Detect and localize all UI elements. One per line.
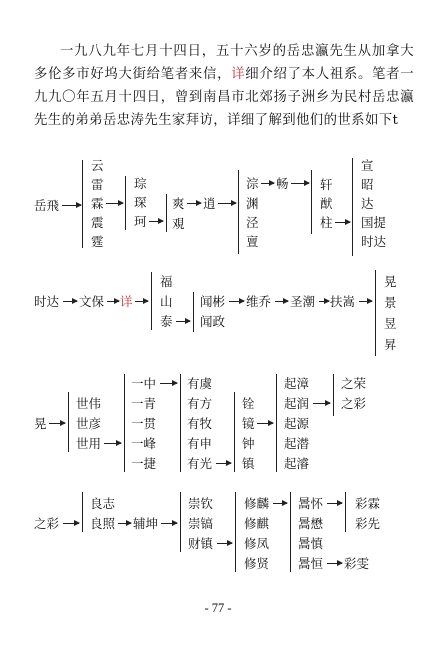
tree1-g3-a: 爽 [172,196,185,211]
arrow [275,301,288,302]
arrow [335,222,350,223]
tree4-g5-b: 彩雯 [344,556,370,571]
arrow [359,301,372,302]
bracket-line [290,492,291,572]
bracket-line [235,492,236,572]
page-number: - 77 - [204,601,232,615]
tree3-g5-2: 起润 [284,396,310,411]
tree3-g3-5: 有光 [187,456,213,471]
tree3-g6-2: 之彩 [341,396,367,411]
tree4-g3-2: 修麒 [244,516,270,531]
arrow [176,321,190,322]
bracket-line [68,392,69,452]
arrow [273,503,287,504]
tree2-g1-3: 泰 [160,314,173,329]
tree1-g6-2: 猷 [320,196,333,211]
tree4-g1-b: 辅坤 [133,516,159,531]
arrow [160,383,177,384]
arrow [217,543,232,544]
bracket-line [180,374,181,472]
tree4-g4-4: 暠恒 [298,556,324,571]
arrow [104,443,121,444]
tree1-g2-2: 琛 [134,195,147,210]
tree4-g2-2: 崇镐 [188,516,214,531]
tree2-chain-2: 圣潮 [290,294,316,309]
tree3-g2-3: 一贯 [131,416,157,431]
arrow [327,503,342,504]
tree2-g3-2: 景 [384,295,397,310]
tree4-g2-1: 崇钦 [188,496,214,511]
bracket-line [333,374,334,416]
tree3-g2-5: 一捷 [131,456,157,471]
tree4-root: 之彩 [34,516,60,531]
tree3-g3-1: 有虞 [187,376,213,391]
tree2-g1-1: 福 [160,274,173,289]
tree3-g3-2: 有方 [187,396,213,411]
bracket-line [124,374,125,472]
tree1-g5-4: 亶 [246,234,259,249]
tree2-root: 时达 [34,294,60,309]
bracket-line [125,176,126,230]
bracket-line [151,272,152,330]
tree2-g3-1: 晃 [384,274,397,289]
intro-text-2: 细介绍了本人祖系。笔者一九九〇年五月十四日，曾到南昌市北郊扬子洲乡为民村岳忠瀛先生的弟弟岳忠涛先生家拜访，详细了解到他们的世系如下t [34,67,414,128]
tree1-g1-4: 震 [91,215,104,230]
arrow [63,523,79,524]
tree1-g3-b: 覌 [172,216,185,231]
tree2-chain-1: 维乔 [246,294,272,309]
tree1-root: 岳飛 [34,198,60,213]
arrow [107,301,119,302]
tree1-g5-b: 畅 [276,176,289,191]
arrow [257,423,273,424]
tree3-g4-2: 镜 [242,416,255,431]
tree3-g4-3: 钟 [242,436,255,451]
bracket-line [375,270,376,356]
tree3-g4-1: 铨 [242,396,255,411]
arrow [261,183,274,184]
tree1-g7-3: 达 [361,196,374,211]
arrow [49,423,65,424]
tree1-g6-1: 轩 [320,177,333,192]
tree2-g3-3: 昱 [384,316,397,331]
tree3-g5-3: 起源 [284,416,310,431]
bracket-line [82,160,83,248]
tree4-g2-3: 财镇 [188,536,214,551]
tree3-g6-1: 之荣 [341,376,367,391]
bracket-line [193,292,194,332]
tree4-g4-2: 暠懋 [298,516,324,531]
tree3-g5-5: 起濬 [284,456,310,471]
tree1-g6-3: 柱 [320,215,333,230]
tree4-g3-1: 修麟 [244,496,270,511]
tree3-g1-1: 世伟 [76,396,102,411]
tree2-g1-2: 山 [160,294,173,309]
tree3-g5-4: 起潜 [284,436,310,451]
tree3-g2-1: 一中 [131,376,157,391]
bracket-line [82,492,83,532]
arrow [313,403,330,404]
tree3-g3-4: 有申 [187,436,213,451]
bracket-line [180,492,181,552]
tree1-g7-5: 时达 [361,234,387,249]
intro-paragraph [34,40,414,132]
arrow [187,203,201,204]
tree1-g4: 逍 [203,196,216,211]
tree4-g4-3: 暠慎 [298,536,324,551]
tree3-g5-1: 起漳 [284,376,310,391]
tree4-g3-4: 修贤 [244,556,270,571]
tree1-g1-5: 霆 [91,234,104,249]
tree4-g5-2: 彩先 [355,516,381,531]
tree3-g1-2: 世彦 [76,416,102,431]
tree2-g3-4: 昇 [384,337,397,352]
tree1-g5-3: 泾 [246,215,259,230]
bracket-line [276,374,277,472]
tree4-g5-1: 彩霖 [355,496,381,511]
tree1-g2-1: 琮 [134,176,147,191]
tree2-c1: 文保 [79,294,105,309]
tree3-g4-4: 镇 [242,456,255,471]
bracket-line [234,392,235,472]
tree1-g2-3: 珂 [134,214,147,229]
tree2-chain-3: 扶嵩 [330,294,356,309]
tree1-g5-1: 淙 [246,176,259,191]
arrow [218,203,236,204]
tree1-g5-2: 渊 [246,196,259,211]
tree2-c2: 详 [120,294,133,309]
arrow [106,203,123,204]
tree3-g1-3: 世用 [76,436,102,451]
arrow [327,563,342,564]
tree4-g3-3: 修凤 [244,536,270,551]
intro-highlight: 详 [231,67,246,82]
tree1-g1-2: 雷 [91,177,104,192]
tree1-g7-4: 国提 [361,215,387,230]
bracket-line [238,170,239,254]
bracket-line [352,158,353,256]
bracket-line [166,194,167,232]
tree2-g2-2: 闻政 [200,314,226,329]
tree4-g4-1: 暠怀 [298,496,324,511]
arrow [62,205,81,206]
tree3-g3-3: 有牧 [187,416,213,431]
arrow [229,301,244,302]
intro-text-1: 一九八九年七月十四日，五十六岁的岳忠瀛先生从加拿大多伦多市好坞大街给笔者来信， [34,44,414,82]
tree1-g1-3: 霖 [91,196,104,211]
tree3-root: 晃 [34,416,47,431]
tree4-g1-2: 良照 [90,516,116,531]
arrow [161,523,177,524]
tree2-g2-1: 闻彬 [200,294,226,309]
bracket-line [345,492,346,532]
tree1-g1-1: 云 [91,158,104,173]
arrow [118,523,131,524]
arrow [135,301,148,302]
arrow [63,301,77,302]
tree4-g1-1: 良志 [90,496,116,511]
tree1-g7-1: 宣 [361,158,374,173]
arrow [216,463,231,464]
tree3-g2-2: 一青 [131,396,157,411]
arrow [149,221,163,222]
tree3-g2-4: 一峰 [131,436,157,451]
tree1-g7-2: 昭 [361,177,374,192]
bracket-line [311,170,312,234]
arrow [291,183,309,184]
arrow [319,301,329,302]
